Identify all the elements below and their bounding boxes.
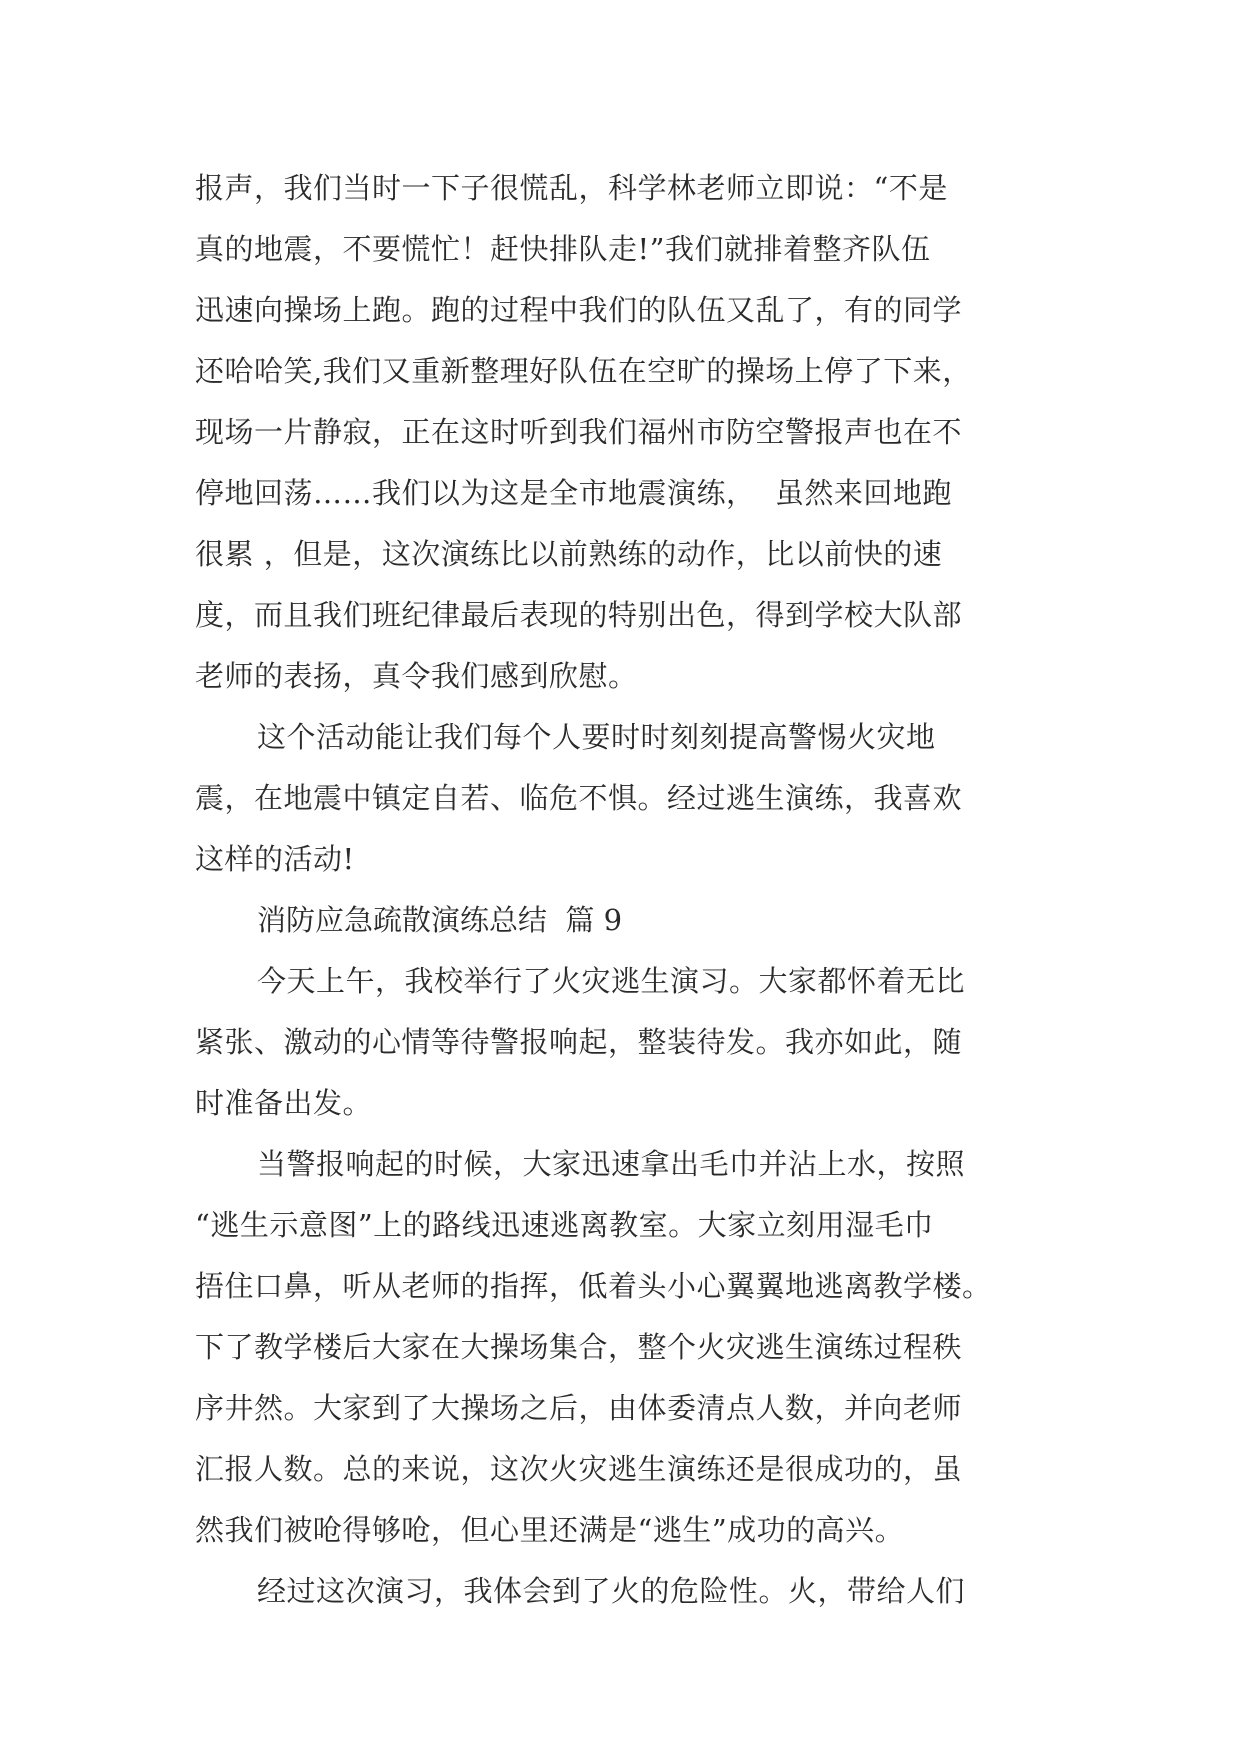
text-line: 序井然。大家到了大操场之后，由体委清点人数，并向老师 <box>195 1391 963 1425</box>
text-line: 经过这次演习，我体会到了火的危险性。火，带给人们 <box>257 1574 966 1608</box>
text-line: 下了教学楼后大家在大操场集合，整个火灾逃生演练过程秩 <box>195 1330 963 1364</box>
text-line: 迅速向操场上跑。跑的过程中我们的队伍又乱了，有的同学 <box>195 293 963 327</box>
section-heading: 消防应急疏散演练总结 篇 9 <box>257 903 623 937</box>
text-line: 停地回荡……我们以为这是全市地震演练， 虽然来回地跑 <box>195 476 952 510</box>
text-line: “逃生示意图”上的路线迅速逃离教室。大家立刻用湿毛巾 <box>195 1208 934 1242</box>
text-line: 捂住口鼻，听从老师的指挥，低着头小心翼翼地逃离教学楼。 <box>195 1269 992 1303</box>
paragraph-activity-reflection <box>195 707 1045 890</box>
text-line: 当警报响起的时候，大家迅速拿出毛巾并沾上水，按照 <box>257 1147 966 1181</box>
paragraph-drill-experience <box>195 158 1045 707</box>
text-line: 还哈哈笑,我们又重新整理好队伍在空旷的操场上停了下来， <box>195 354 972 388</box>
text-line: 今天上午，我校举行了火灾逃生演习。大家都怀着无比 <box>257 964 966 998</box>
text-line: 报声，我们当时一下子很慌乱，科学林老师立即说：“不是 <box>195 171 948 205</box>
text-line: 紧张、激动的心情等待警报响起，整装待发。我亦如此，随 <box>195 1025 963 1059</box>
text-line: 然我们被呛得够呛，但心里还满是“逃生”成功的高兴。 <box>195 1513 905 1547</box>
document-page <box>195 158 1045 1622</box>
text-line: 现场一片静寂，正在这时听到我们福州市防空警报声也在不 <box>195 415 963 449</box>
text-line: 度，而且我们班纪律最后表现的特别出色，得到学校大队部 <box>195 598 963 632</box>
text-line: 时准备出发。 <box>195 1086 373 1120</box>
paragraph-fire-danger <box>195 1561 1045 1622</box>
text-line: 真的地震，不要慌忙！赶快排队走!”我们就排着整齐队伍 <box>195 232 931 266</box>
text-line: 这样的活动! <box>195 842 355 876</box>
text-line: 震，在地震中镇定自若、临危不惧。经过逃生演练，我喜欢 <box>195 781 963 815</box>
text-line: 老师的表扬，真令我们感到欣慰。 <box>195 659 638 693</box>
text-line: 汇报人数。总的来说，这次火灾逃生演练还是很成功的，虽 <box>195 1452 963 1486</box>
text-line: 这个活动能让我们每个人要时时刻刻提高警惕火灾地 <box>257 720 936 754</box>
paragraph-morning-drill <box>195 951 1045 1134</box>
paragraph-alarm-evacuation <box>195 1134 1045 1561</box>
text-line: 很累 ，但是，这次演练比以前熟练的动作，比以前快的速 <box>195 537 943 571</box>
